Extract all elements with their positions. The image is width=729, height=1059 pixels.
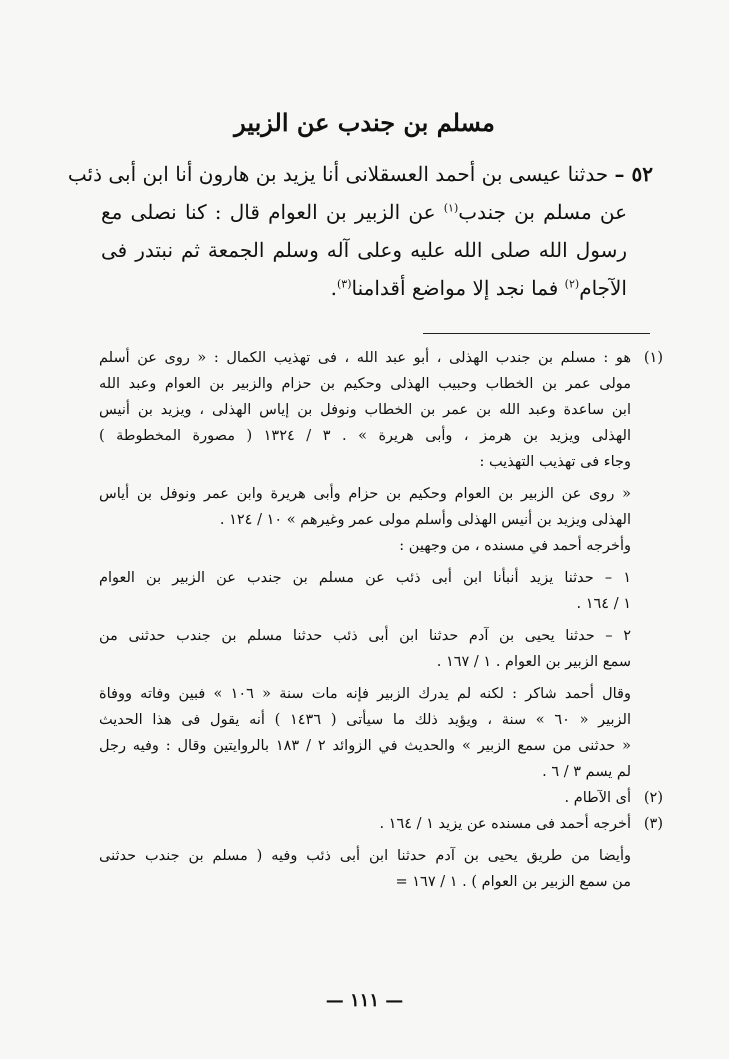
footnote-line: ابن ساعدة وعبد الله بن عمر بن الخطاب ونوفل بن إياس الهذلى ، ويزيد بن أنيس: [99, 402, 631, 418]
footnote-label: (١): [643, 350, 663, 366]
footnote-label: (٢): [643, 790, 663, 806]
hadith-line: [101, 193, 627, 231]
footnote-line: ١ – حدثنا يزيد أنبأنا ابن أبى ذئب عن مسلم بن جندب عن الزبير بن العوام: [99, 570, 631, 586]
footnote-ref: (٢): [564, 277, 580, 291]
footnote-line: من سمع الزبير بن العوام ) . ١ / ١٦٧ =: [395, 874, 631, 890]
footnote-ref: (١): [443, 201, 459, 215]
footnote-line: هو : مسلم بن جندب الهذلى ، أبو عبد الله ، فى تهذيب الكمال : « روى عن أسلم: [99, 350, 631, 366]
footnote-2: [99, 785, 663, 811]
footnotes: [99, 345, 663, 895]
hadith-number: ٥٢ –: [614, 162, 653, 186]
hadith-line: [101, 269, 627, 307]
footnote-ref: (٣): [336, 277, 352, 291]
footnote-line: الهذلى ويزيد بن هرمز ، وأبى هريرة » . ٣ / ١٣٢٤ ( مصورة المخطوطة ): [99, 428, 631, 444]
footnote-line: وجاء فى تهذيب التهذيب :: [479, 454, 631, 470]
footnote-1: [99, 345, 663, 785]
hadith-line-text: عن مسلم بن جندب: [458, 200, 628, 224]
hadith-line-text: فما نجد إلا مواضع أقدامنا: [351, 276, 559, 300]
footnote-line: وقال أحمد شاكر : لكنه لم يدرك الزبير فإنه مات سنة « ١٠٦ » فبين وفاته ووفاة: [99, 686, 631, 702]
page-title: مسلم بن جندب عن الزبير: [234, 108, 495, 137]
footnote-line: الهذلى ويزيد بن أنيس الهذلى وأسلم مولى عمر وغيرهم » ١٠ / ١٢٤ .: [219, 512, 631, 528]
footnote-line: « روى عن الزبير بن العوام وحكيم بن حزام وأبى هريرة وابن عمر ونوفل بن أياس: [99, 486, 631, 502]
page-number: — ١١١ —: [325, 990, 404, 1011]
footnote-line: أخرجه أحمد فى مسنده عن يزيد ١ / ١٦٤ .: [379, 816, 631, 832]
footnote-3: [99, 811, 663, 895]
footnote-line: أى الآطام .: [564, 790, 631, 806]
footnote-line: سمع الزبير بن العوام . ١ / ١٦٧ .: [436, 654, 631, 670]
footnote-line: الزبير « ٦٠ » سنة ، ويؤيد ذلك ما سيأتى ( ١٤٣٦ ) أنه يقول فى هذا الحديث: [99, 712, 631, 728]
hadith-line-text: عن الزبير بن العوام قال : كنا نصلى مع: [101, 200, 436, 224]
footnote-line: لم يسم ٣ / ٦ .: [542, 764, 631, 780]
footnote-label: (٣): [643, 816, 663, 832]
footnote-line: « حدثنى من سمع الزبير » والحديث في الزوائد ٢ / ١٨٣ بالروايتين وقال : وفيه رجل: [99, 738, 632, 754]
footnote-line: ١ / ١٦٤ .: [576, 596, 631, 612]
hadith-line-text: الآجام: [579, 276, 627, 300]
footnote-line: مولى عمر بن الخطاب وحبيب الهذلى وحكيم بن حزام والزبير بن العوام وعبد الله: [99, 376, 631, 392]
footnote-divider: [423, 333, 650, 334]
hadith-line-text: حدثنا عيسى بن أحمد العسقلانى أنا يزيد بن هارون أنا ابن أبى ذئب: [67, 162, 609, 186]
hadith-line-text: .: [330, 276, 337, 300]
footnote-line: ٢ – حدثنا يحيى بن آدم حدثنا ابن أبى ذئب حدثنا مسلم بن جندب حدثنى من: [99, 628, 631, 644]
hadith-line: رسول الله صلى الله عليه وعلى آله وسلم الجمعة ثم نبتدر فى: [101, 238, 627, 262]
hadith-line: [67, 155, 653, 193]
footnote-line: وأيضا من طريق يحيى بن آدم حدثنا ابن أبى ذئب وفيه ( مسلم بن جندب حدثنى: [99, 848, 631, 864]
footnote-line: وأخرجه أحمد في مسنده ، من وجهين :: [399, 538, 631, 554]
hadith-text: [67, 155, 653, 307]
